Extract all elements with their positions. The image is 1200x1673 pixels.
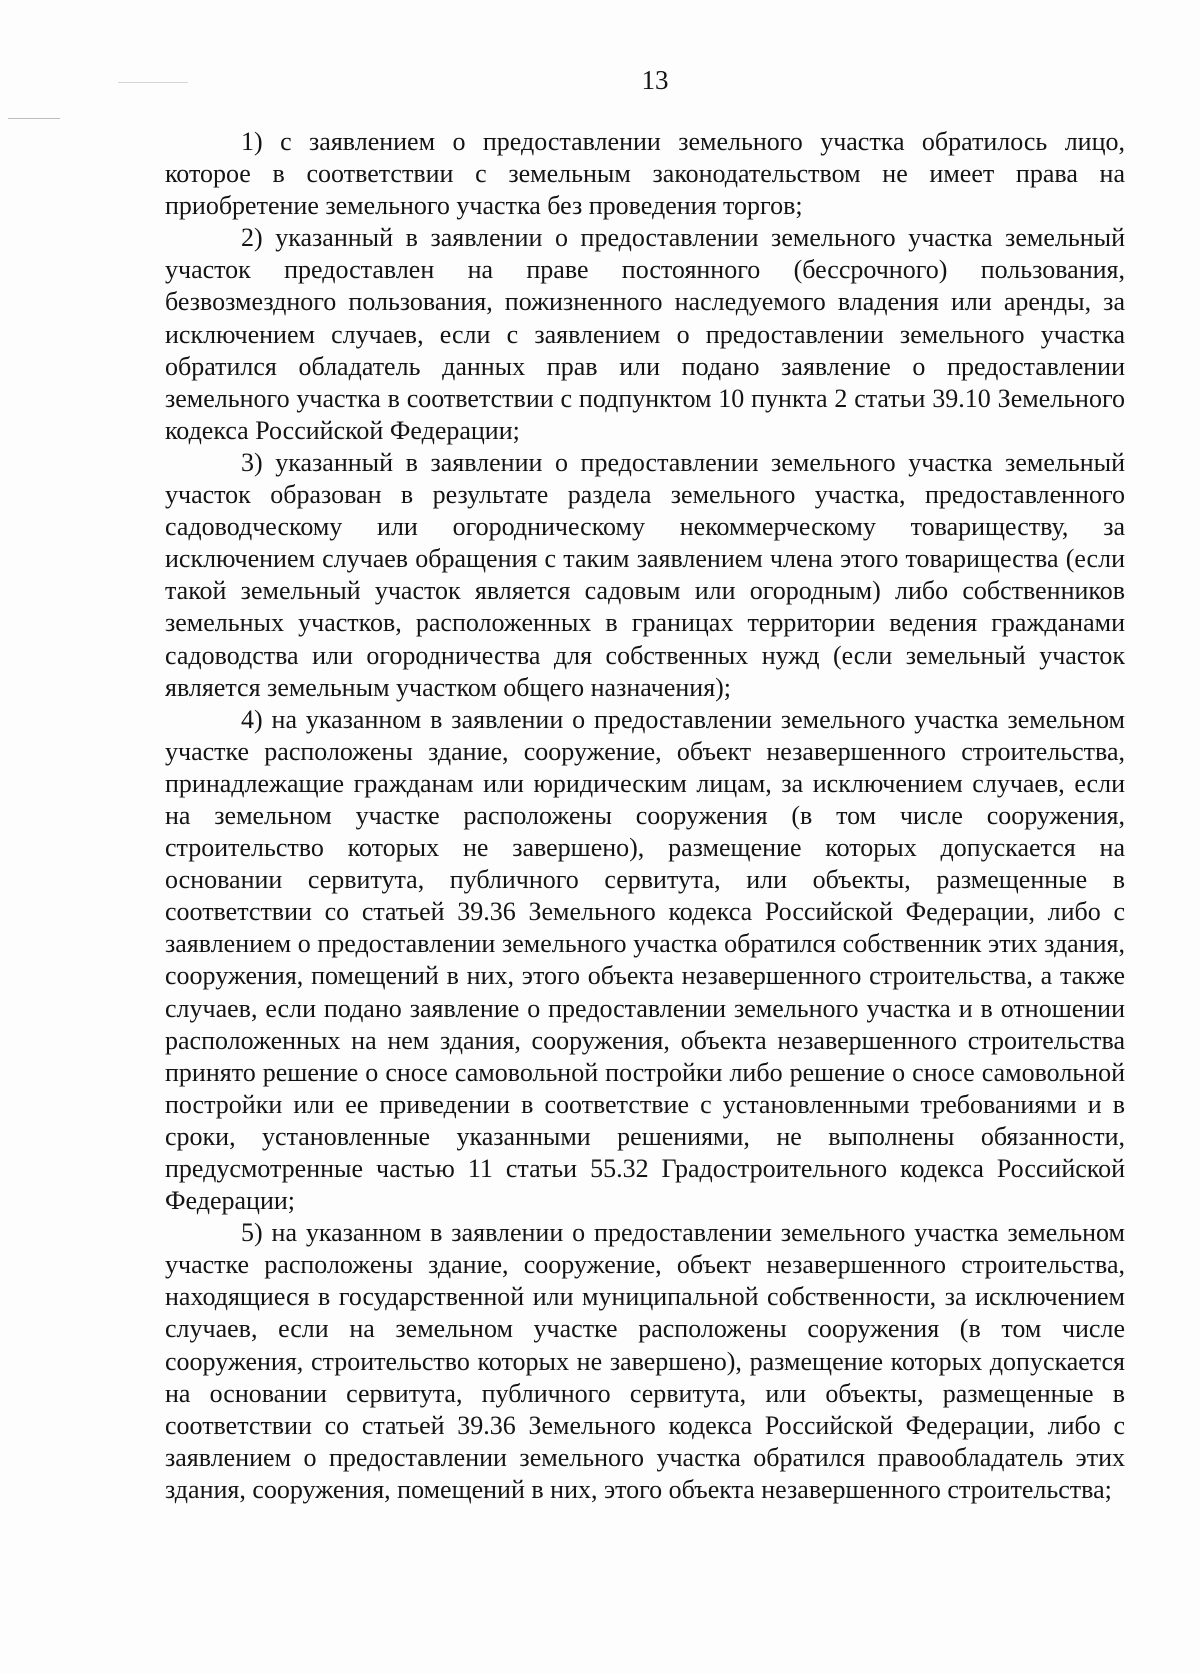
list-item-5: 5) на указанном в заявлении о предоставлении земельного участка земельном участке расположены здание, сооружение, объект незавершенного строительства, находящиеся в государственной или муниципальной собственности, за исключением случаев, если на земельном участке расположены сооружения (в том числе сооружения, строительство которых не завершено), размещение которых допускается на основании сервитута, публичного сервитута, или объекты, размещенные в соответствии со статьей 39.36 Земельного кодекса Российской Федерации, либо с заявлением о предоставлении земельного участка обратился правообладатель этих здания, сооружения, помещений в них, этого объекта незавершенного строительства; bbox=[165, 1218, 1125, 1504]
list-item-1: 1) с заявлением о предоставлении земельного участка обратилось лицо, которое в соответствии с земельным законодательством не имеет права на приобретение земельного участка без проведения торгов; bbox=[165, 127, 1125, 221]
document-body bbox=[165, 126, 1125, 1506]
list-item-2: 2) указанный в заявлении о предоставлении земельного участка земельный участок предоставлен на праве постоянного (бессрочного) пользования, безвозмездного пользования, пожизненного наследуемого владения или аренды, за исключением случаев, если с заявлением о предоставлении земельного участка обратился обладатель данных прав или подано заявление о предоставлении земельного участка в соответствии с подпунктом 10 пункта 2 статьи 39.10 Земельного кодекса Российской Федерации; bbox=[165, 223, 1125, 445]
list-item-3: 3) указанный в заявлении о предоставлении земельного участка земельный участок образован в результате раздела земельного участка, предоставленного садоводческому или огородническому некоммерческому товариществу, за исключением случаев обращения с таким заявлением члена этого товарищества (если такой земельный участок является садовым или огородным) либо собственников земельных участков, расположенных в границах территории ведения гражданами садоводства или огородничества для собственных нужд (если земельный участок является земельным участком общего назначения); bbox=[165, 447, 1125, 702]
list-item-4: 4) на указанном в заявлении о предоставлении земельного участка земельном участке расположены здание, сооружение, объект незавершенного строительства, принадлежащие гражданам или юридическим лицам, за исключением случаев, если на земельном участке расположены сооружения (в том числе сооружения, строительство которых не завершено), размещение которых допускается на основании сервитута, публичного сервитута, или объекты, размещенные в соответствии со статьей 39.36 Земельного кодекса Российской Федерации, либо с заявлением о предоставлении земельного участка обратился собственник этих здания, сооружения, помещений в них, этого объекта незавершенного строительства, а также случаев, если подано заявление о предоставлении земельного участка и в отношении расположенных на нем здания, сооружения, объекта незавершенного строительства принято решение о сносе самовольной постройки либо решение о сносе самовольной постройки или ее приведении в соответствие с установленными требованиями и в сроки, установленные указанными решениями, не выполнены обязанности, предусмотренные частью 11 статьи 55.32 Градостроительного кодекса Российской Федерации; bbox=[165, 704, 1125, 1216]
scan-artifact bbox=[8, 118, 60, 119]
page-number: 13 bbox=[641, 65, 669, 95]
